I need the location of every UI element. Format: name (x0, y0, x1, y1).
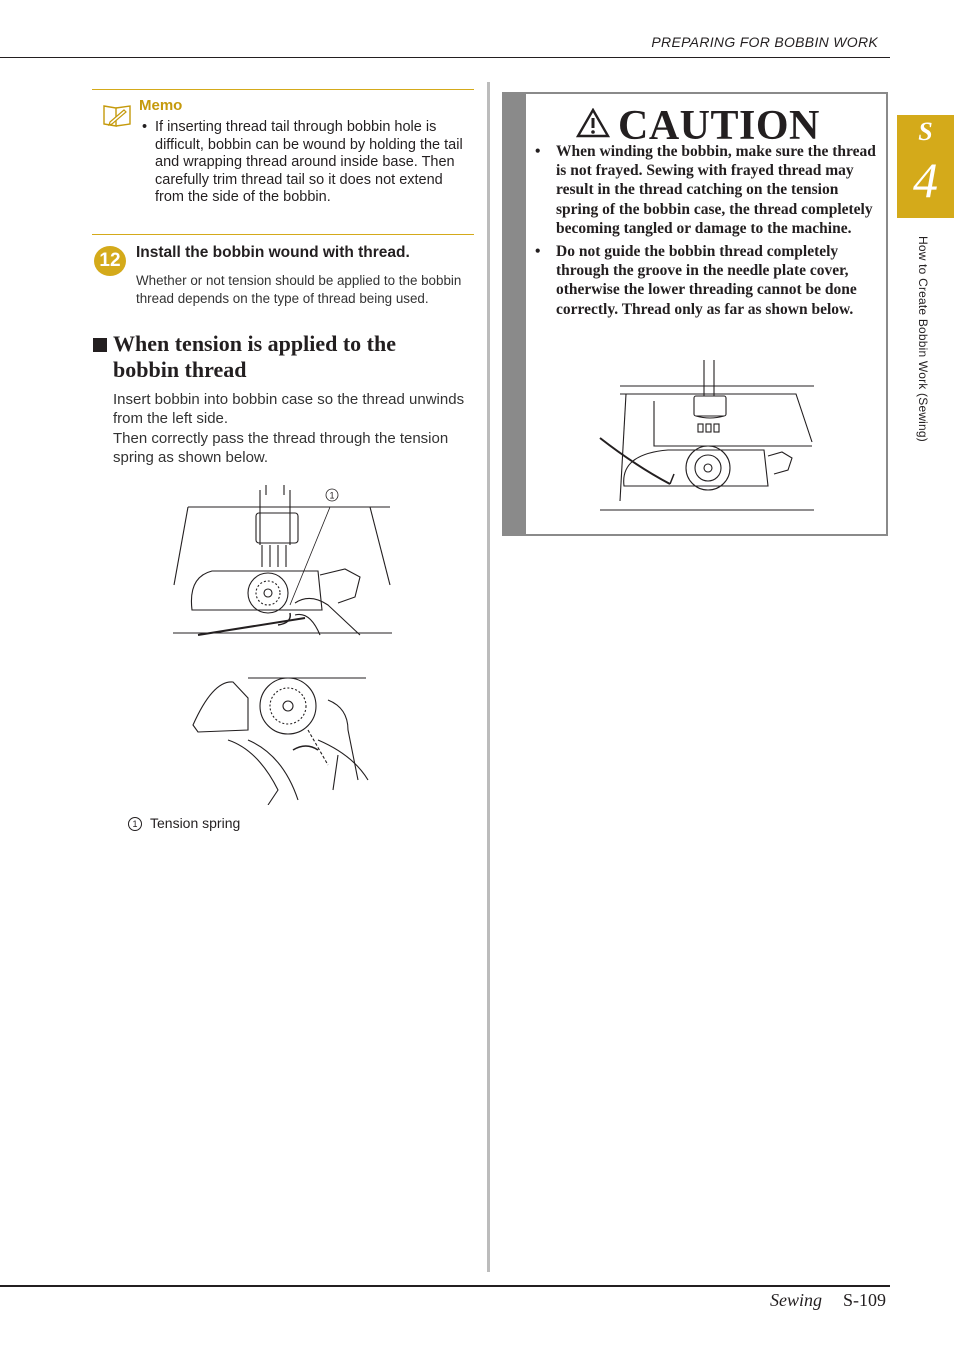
tension-spring-illustration (188, 670, 378, 805)
chapter-tab (897, 115, 954, 218)
step-title: Install the bobbin wound with thread. (136, 244, 410, 261)
section-body (113, 390, 473, 468)
heading-square-icon (93, 338, 107, 352)
memo-text: If inserting thread tail through bobbin hole is difficult, bobbin can be wound by holding the tail and wrapping thread around inside base. Then carefully trim thread tail so it does not extend from the side of the bobbin. (155, 119, 463, 206)
footer-page-number: S-109 (842, 1290, 886, 1310)
legend-label: Tension spring (150, 815, 241, 831)
footer-rule (0, 1285, 890, 1287)
memo-box (92, 89, 474, 235)
step-number-badge: 12 (94, 246, 126, 276)
chapter-tab-number: 4 (913, 152, 938, 208)
legend-marker: 1 (128, 817, 142, 831)
caution-list (532, 142, 882, 323)
memo-title: Memo (139, 97, 183, 114)
bobbin-insert-illustration (170, 485, 395, 645)
needle-plate-illustration (596, 356, 816, 516)
header-rule (0, 57, 890, 58)
caution-item: • Do not guide the bobbin thread completely through the groove in the needle plate cover, otherwise the lower threading cannot be done correctly. Thread only as far as shown below. (535, 243, 857, 318)
side-section-label: How to Create Bobbin Work (Sewing) (916, 236, 930, 442)
body-paragraph: Then correctly pass the thread through the tension spring as shown below. (113, 429, 449, 467)
body-paragraph: Insert bobbin into bobbin case so the thread unwinds from the left side. (113, 391, 465, 428)
section-heading: When tension is applied to the bobbin thread (113, 331, 396, 382)
svg-text:1: 1 (329, 490, 335, 501)
column-divider (487, 82, 490, 1272)
chapter-tab-letter: S (918, 117, 933, 146)
running-header: PREPARING FOR BOBBIN WORK (651, 34, 878, 50)
caution-item: • When winding the bobbin, make sure the thread is not frayed. Sewing with frayed thread may result in the thread catching on the tension spring of the bobbin case, the thread completely becoming tangled or damage to the machine. (535, 143, 876, 237)
memo-pencil-icon (102, 102, 132, 128)
memo-bullet: • (142, 119, 148, 135)
caution-box (502, 92, 888, 536)
step-description: Whether or not tension should be applied to the bobbin thread depends on the type of thread being used. (136, 273, 462, 306)
footer-section-name: Sewing (770, 1290, 822, 1310)
warning-triangle-icon (576, 108, 610, 138)
caution-heading: CAUTION (618, 103, 820, 149)
caution-stripe (504, 94, 526, 534)
